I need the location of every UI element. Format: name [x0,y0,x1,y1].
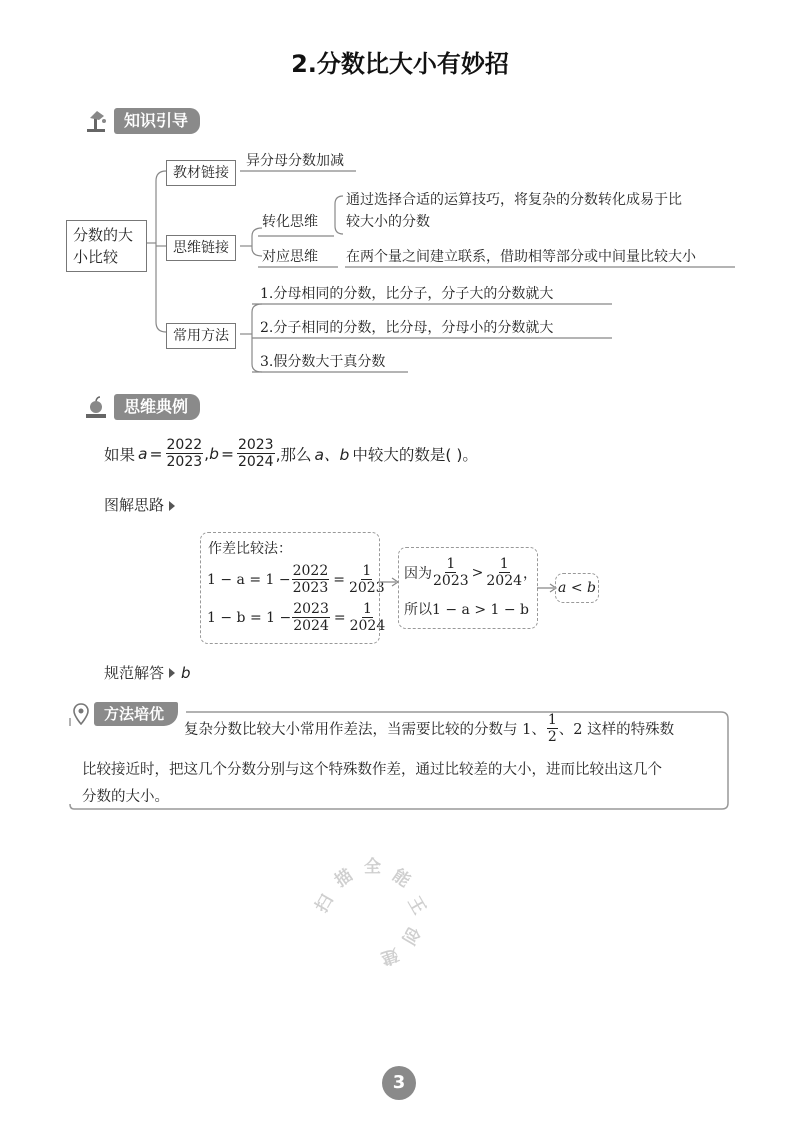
answer-label [104,662,191,683]
answer-value: b [181,663,191,682]
diagram-box-result: a < b [555,573,599,603]
thinking-correspond-label: 对应思维 [262,249,318,265]
fraction-numerator: 2022 [166,437,203,453]
method-item: 3.假分数大于真分数 [260,354,386,370]
arrow-right-icon [378,575,400,589]
fraction [433,556,469,589]
fraction-numerator: 1 [446,556,456,572]
section-header-example [84,394,200,420]
section-label: 知识引导 [114,108,200,134]
var-ab: a、b [314,445,350,464]
section-header-method [72,702,178,726]
paragraph-text: 、2 这样的特殊数 [558,722,675,738]
watermark-char: 全 [364,857,381,877]
fraction-denominator: 2023 [433,573,469,589]
equals-sign: = [220,444,234,463]
section-label: 方法培优 [94,702,178,726]
mindmap-root-line: 分数的大 [73,226,134,244]
watermark-char: 王 [403,893,430,919]
location-pin-icon [72,703,90,725]
mindmap-root [66,220,147,272]
thinking-correspond-line: 在两个量之间建立联系，借助相等部分或中间量比较大小 [346,249,696,265]
fraction-numerator: 2023 [237,437,274,453]
so-line: 所以1 − a > 1 − b [404,602,530,618]
thinking-transform-line1: 通过选择合适的运算技巧，将复杂的分数转化成易于比 [346,192,682,208]
equals-sign: = [149,444,163,463]
question-tail: 中较大的数是( )。 [352,445,478,464]
diagram-box-difference [200,532,386,644]
watermark-char: 能 [388,865,414,892]
comma: , [204,444,210,463]
equals-sign: = [333,609,346,626]
fraction-numerator: 1 [499,556,509,572]
thinking-transform-line2: 较大小的分数 [346,214,430,230]
box-line-a [207,563,386,596]
fraction-half [547,712,558,745]
question-then: ,那么 [275,445,312,464]
triangle-icon [169,668,175,678]
box-title: 作差比较法： [208,541,292,557]
fraction-numerator: 1 [547,712,557,728]
because-text: 因为 [404,565,432,582]
method-item: 2.分子相同的分数，比分母，分母小的分数就大 [260,320,554,336]
var-a: a [138,444,148,463]
branch-textbook-leaf: 异分母分数加减 [246,153,344,169]
mindmap-root-line: 小比较 [73,248,119,266]
expr-lhs: 1 − b = 1 − [207,609,292,626]
question-prefix: 如果 [104,445,136,464]
fraction-numerator: 1 [362,601,372,617]
answer-label-text: 规范解答 [104,664,165,682]
hint-label [104,494,175,515]
comma: ， [523,565,538,582]
branch-textbook-link: 教材链接 [166,160,236,186]
box-line-b [207,601,386,634]
watermark [300,840,440,980]
fraction [350,601,386,634]
triangle-icon [169,501,175,511]
fraction-numerator: 2022 [292,563,329,579]
equals-sign: = [333,571,345,588]
fraction-denominator: 2024 [349,618,386,634]
thinking-transform-label: 转化思维 [262,214,318,230]
section-label: 思维典例 [114,394,200,420]
watermark-char: 扫 [311,891,338,917]
paragraph-text: 复杂分数比较大小常用作差法，当需要比较的分数与 1、 [184,722,546,738]
expr-lhs: 1 − a = 1 − [207,571,291,588]
fraction-denominator: 2023 [292,580,329,596]
method-paragraph-line2: 比较接近时，把这几个分数分别与这个特殊数作差，通过比较差的大小，进而比较出这几个 [82,762,662,778]
fraction [486,556,522,589]
hint-label-text: 图解思路 [104,496,165,514]
fraction-denominator: 2024 [486,573,523,589]
fraction-denominator: 2024 [293,618,329,634]
fraction-denominator: 2 [547,729,557,745]
greater-sign: > [471,564,484,581]
diagram-box-because [398,547,538,629]
fraction-b [237,437,275,470]
watermark-char: 创 [397,922,424,948]
fraction-numerator: 2023 [293,601,329,617]
watermark-char: 建 [378,943,402,969]
branch-common-methods: 常用方法 [166,323,236,349]
page-number: 3 [382,1066,416,1100]
method-paragraph-line3: 分数的大小。 [82,789,169,805]
watermark-char: 描 [331,865,357,892]
method-item: 1.分母相同的分数，比分子，分子大的分数就大 [260,286,554,302]
fraction-denominator: 2023 [348,580,385,596]
page-title: 2.分数比大小有妙招 [291,50,509,78]
because-line [404,556,537,589]
method-paragraph-line1 [184,712,674,745]
fraction-denominator: 2024 [237,454,274,470]
var-b: b [209,444,219,463]
question-text [104,437,478,470]
fraction-a [166,437,204,470]
fraction-denominator: 2023 [166,454,203,470]
branch-thinking-link: 思维链接 [166,235,236,261]
fraction-numerator: 1 [362,563,372,579]
fraction [292,563,330,596]
fraction [292,601,330,634]
apple-book-icon [84,394,110,420]
